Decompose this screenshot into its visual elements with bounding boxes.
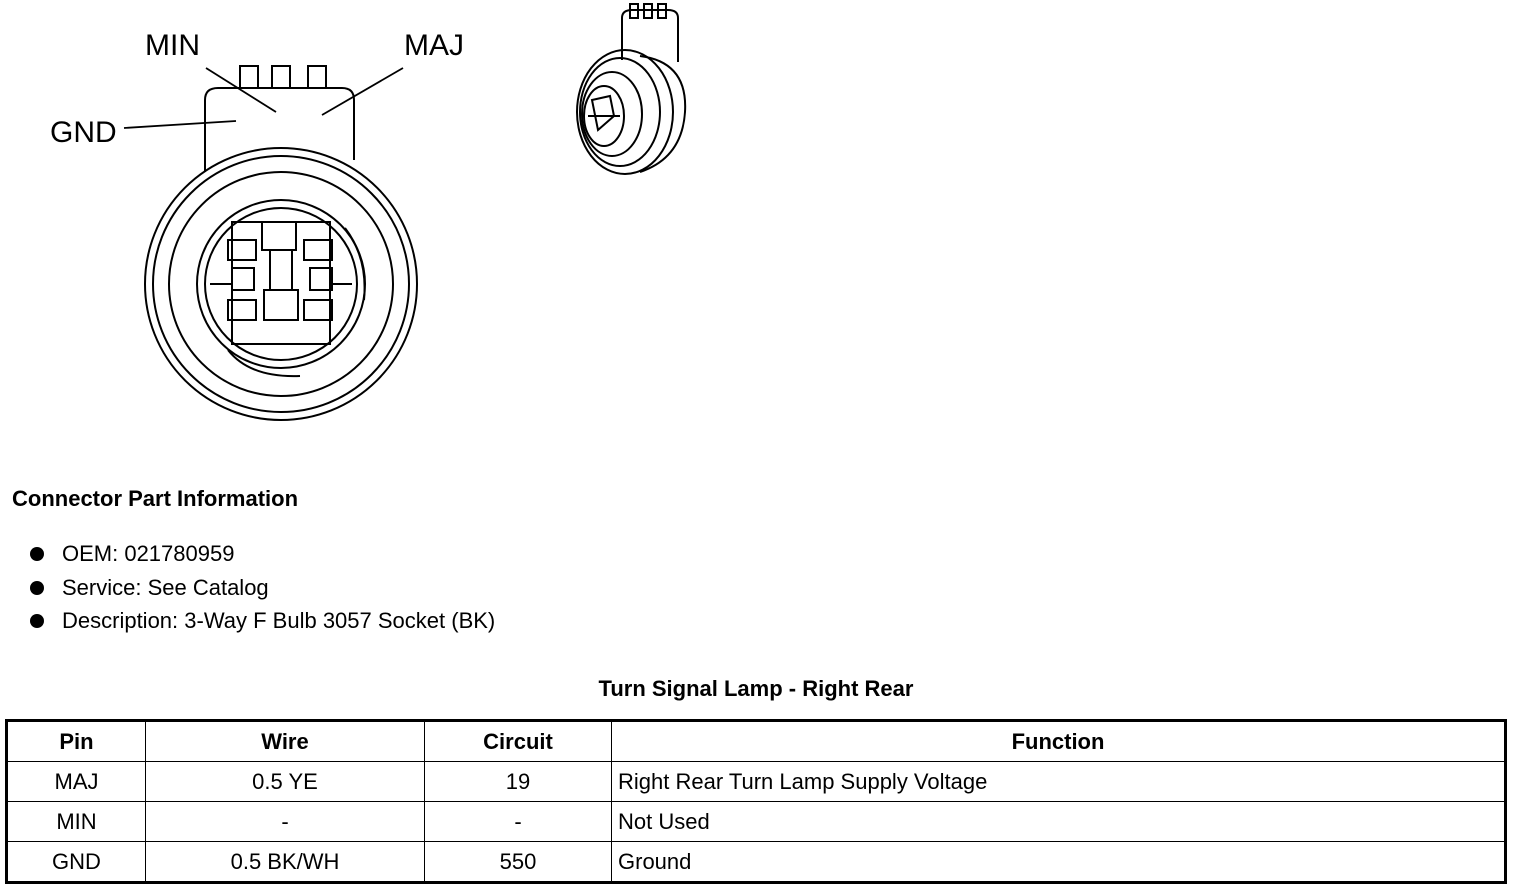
header-wire: Wire bbox=[146, 721, 425, 762]
connector-diagram bbox=[0, 0, 760, 470]
gnd-callout-label: GND bbox=[50, 116, 117, 149]
cell-function: Right Rear Turn Lamp Supply Voltage bbox=[612, 762, 1506, 802]
min-callout-label: MIN bbox=[145, 29, 200, 62]
info-item-text: OEM: 021780959 bbox=[62, 541, 235, 566]
table-header-row bbox=[7, 721, 1506, 762]
cell-circuit: 550 bbox=[425, 842, 612, 883]
cell-function: Not Used bbox=[612, 802, 1506, 842]
terminal-tab bbox=[240, 66, 258, 88]
cell-pin: GND bbox=[7, 842, 146, 883]
cell-pin: MAJ bbox=[7, 762, 146, 802]
connector-info-title: Connector Part Information bbox=[12, 486, 299, 511]
info-item-text: Description: 3-Way F Bulb 3057 Socket (BK) bbox=[62, 608, 496, 633]
maj-callout-label: MAJ bbox=[404, 29, 464, 62]
socket-outer-ring bbox=[145, 148, 417, 420]
pin-table bbox=[5, 719, 1507, 884]
cell-circuit: 19 bbox=[425, 762, 612, 802]
socket-ring bbox=[169, 172, 393, 396]
table-row bbox=[7, 802, 1506, 842]
header-function: Function bbox=[612, 721, 1506, 762]
table-row bbox=[7, 842, 1506, 883]
table-row bbox=[7, 762, 1506, 802]
bullet-icon bbox=[30, 614, 44, 628]
socket-3d-view bbox=[577, 4, 685, 174]
info-item-description bbox=[30, 607, 495, 641]
table-title: Turn Signal Lamp - Right Rear bbox=[598, 676, 914, 701]
header-pin: Pin bbox=[7, 721, 146, 762]
info-item-text: Service: See Catalog bbox=[62, 574, 269, 600]
cell-pin: MIN bbox=[7, 802, 146, 842]
terminal-tab bbox=[272, 66, 290, 88]
bullet-icon bbox=[30, 581, 44, 595]
terminal-tab bbox=[308, 66, 326, 88]
connector-info-list bbox=[30, 540, 495, 641]
info-item-service bbox=[30, 574, 495, 608]
header-circuit: Circuit bbox=[425, 721, 612, 762]
cell-wire: 0.5 YE bbox=[146, 762, 425, 802]
cell-wire: 0.5 BK/WH bbox=[146, 842, 425, 883]
gnd-leader-line bbox=[124, 121, 236, 128]
socket-ring bbox=[153, 156, 409, 412]
info-item-oem bbox=[30, 540, 495, 574]
maj-leader-line bbox=[322, 68, 403, 115]
cell-wire: - bbox=[146, 802, 425, 842]
cell-circuit: - bbox=[425, 802, 612, 842]
bullet-icon bbox=[30, 547, 44, 561]
cell-function: Ground bbox=[612, 842, 1506, 883]
